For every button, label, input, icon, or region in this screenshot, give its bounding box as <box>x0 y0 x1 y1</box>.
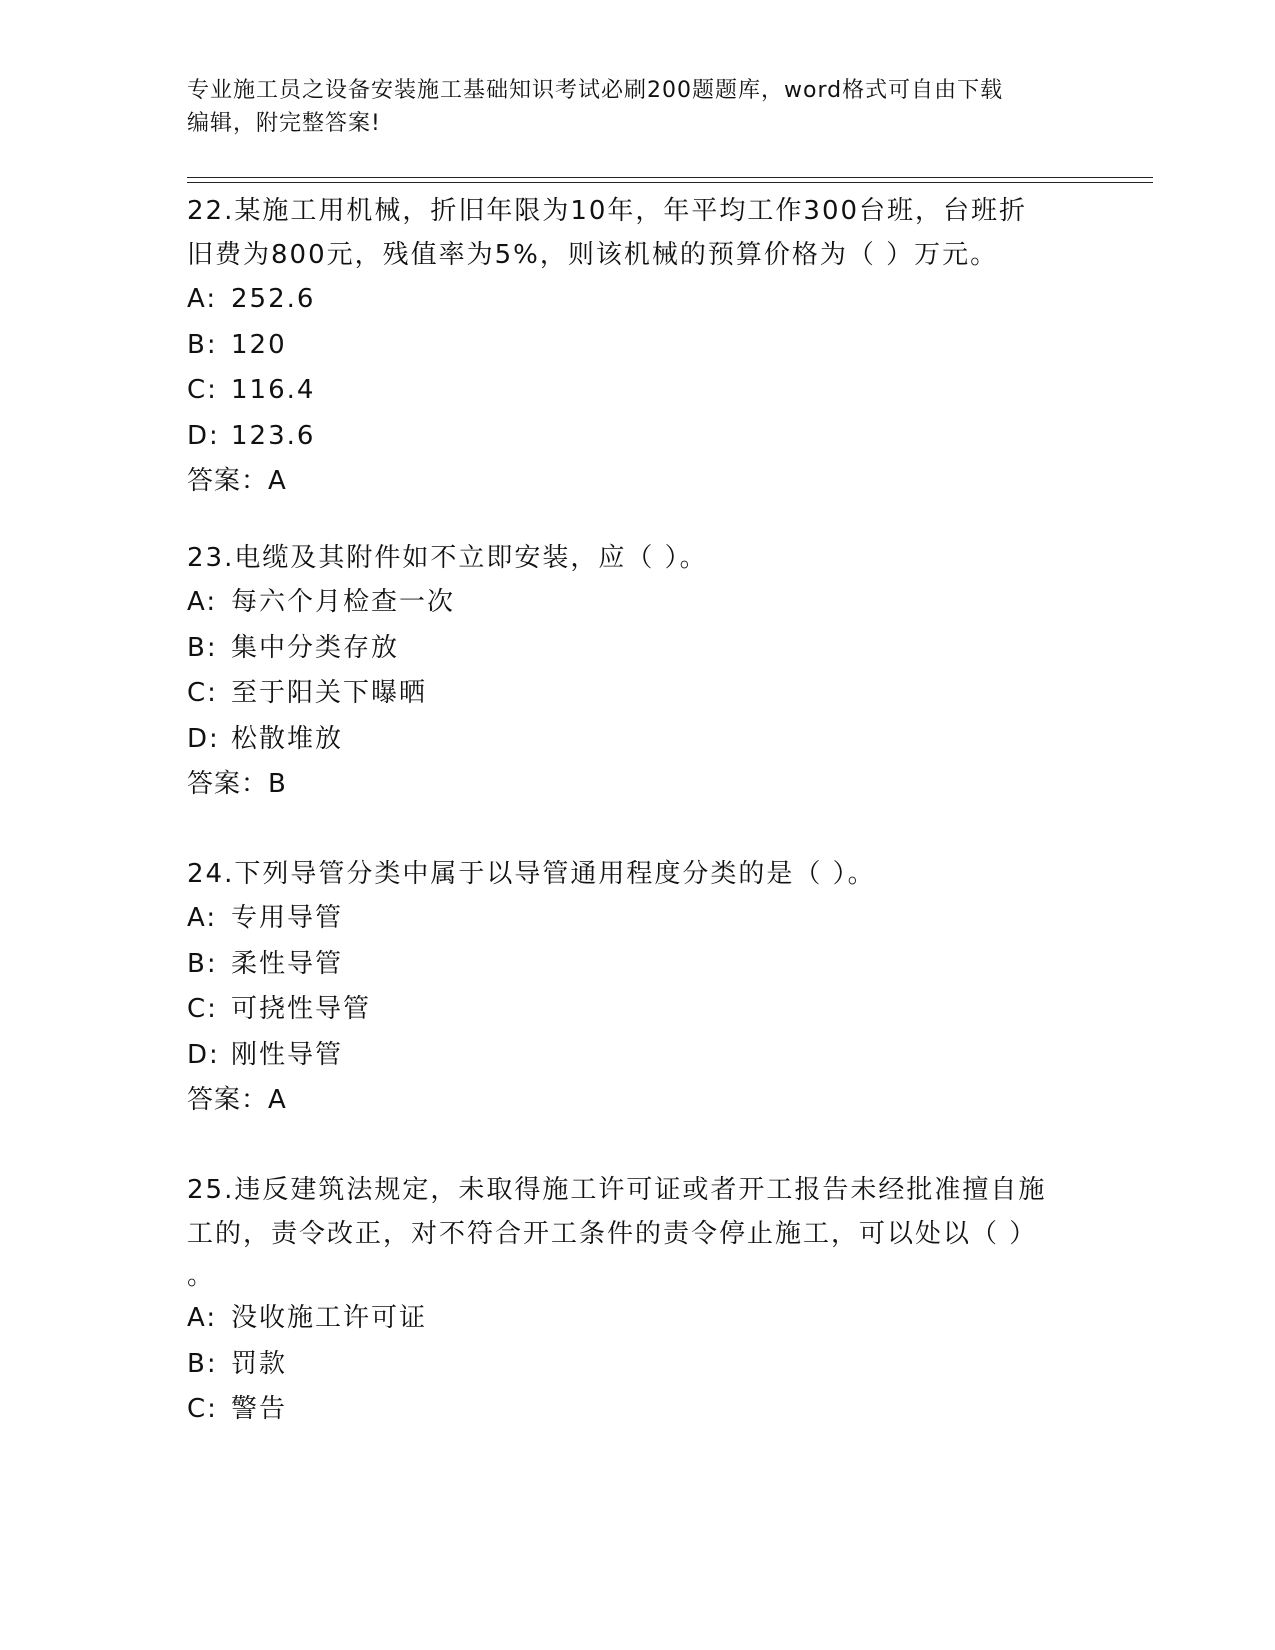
option-letter: C: <box>187 994 218 1024</box>
option-letter: A: <box>187 1303 218 1333</box>
answer-line: 答案：A <box>187 1085 287 1115</box>
option-text: 至于阳关下曝晒 <box>231 678 428 708</box>
option-letter: B: <box>187 632 218 663</box>
option-text: 116.4 <box>231 375 316 405</box>
option-letter: B: <box>187 329 218 360</box>
option-letter: A: <box>187 284 218 314</box>
question-stem-line: 25.违反建筑法规定，未取得施工许可证或者开工报告未经批准擅自施 <box>187 1175 1047 1205</box>
option-letter: D: <box>187 1039 220 1070</box>
option-text: 120 <box>231 329 287 360</box>
option-a <box>187 1296 1087 1342</box>
option-text: 每六个月检查一次 <box>231 587 456 617</box>
option-a <box>187 277 1087 323</box>
header-line-1: 专业施工员之设备安装施工基础知识考试必刷200题题库，word格式可自由下载 <box>187 78 1004 103</box>
option-text: 252.6 <box>231 284 316 314</box>
question-22 <box>187 189 1087 504</box>
option-d <box>187 717 1087 763</box>
option-text: 专用导管 <box>231 903 344 933</box>
question-stem-line: 旧费为800元，残值率为5%，则该机械的预算价格为（ ）万元。 <box>187 240 999 270</box>
option-b <box>187 1342 1087 1388</box>
option-text: 警告 <box>231 1394 288 1424</box>
option-c <box>187 368 1087 414</box>
option-a <box>187 580 1087 626</box>
option-text: 集中分类存放 <box>231 632 400 663</box>
answer-line: 答案：B <box>187 769 287 799</box>
option-letter: B: <box>187 1348 218 1379</box>
option-b <box>187 323 1087 369</box>
option-d <box>187 414 1087 460</box>
option-text: 刚性导管 <box>231 1039 344 1070</box>
option-a <box>187 896 1087 942</box>
option-text: 123.6 <box>231 420 316 451</box>
header-divider-bottom <box>187 182 1153 183</box>
option-text: 没收施工许可证 <box>231 1303 428 1333</box>
option-c <box>187 1387 1087 1433</box>
option-text: 松散堆放 <box>231 723 344 754</box>
option-letter: A: <box>187 903 218 933</box>
option-b <box>187 942 1087 988</box>
question-stem-line: 23.电缆及其附件如不立即安装，应（ ）。 <box>187 543 708 573</box>
question-stem-line: 。 <box>187 1261 216 1291</box>
option-c <box>187 671 1087 717</box>
option-text: 罚款 <box>231 1348 288 1379</box>
question-stem-line: 工的，责令改正，对不符合开工条件的责令停止施工，可以处以（ ） <box>187 1219 1038 1249</box>
option-text: 可挠性导管 <box>231 994 372 1024</box>
option-text: 柔性导管 <box>231 948 344 979</box>
answer-line: 答案：A <box>187 466 287 496</box>
option-letter: C: <box>187 1394 218 1424</box>
option-letter: C: <box>187 375 218 405</box>
question-24 <box>187 852 1087 1123</box>
option-letter: A: <box>187 587 218 617</box>
option-d <box>187 1033 1087 1079</box>
header-line-2: 编辑，附完整答案! <box>187 111 381 136</box>
option-letter: D: <box>187 420 220 451</box>
option-letter: C: <box>187 678 218 708</box>
question-stem-line: 22.某施工用机械，折旧年限为10年，年平均工作300台班，台班折 <box>187 196 1028 226</box>
question-stem-line: 24.下列导管分类中属于以导管通用程度分类的是（ ）。 <box>187 859 876 889</box>
option-b <box>187 626 1087 672</box>
option-letter: D: <box>187 723 220 754</box>
option-letter: B: <box>187 948 218 979</box>
document-header <box>187 74 1067 140</box>
option-c <box>187 987 1087 1033</box>
question-23 <box>187 536 1087 807</box>
question-25 <box>187 1168 1087 1433</box>
header-divider-top <box>187 177 1153 178</box>
